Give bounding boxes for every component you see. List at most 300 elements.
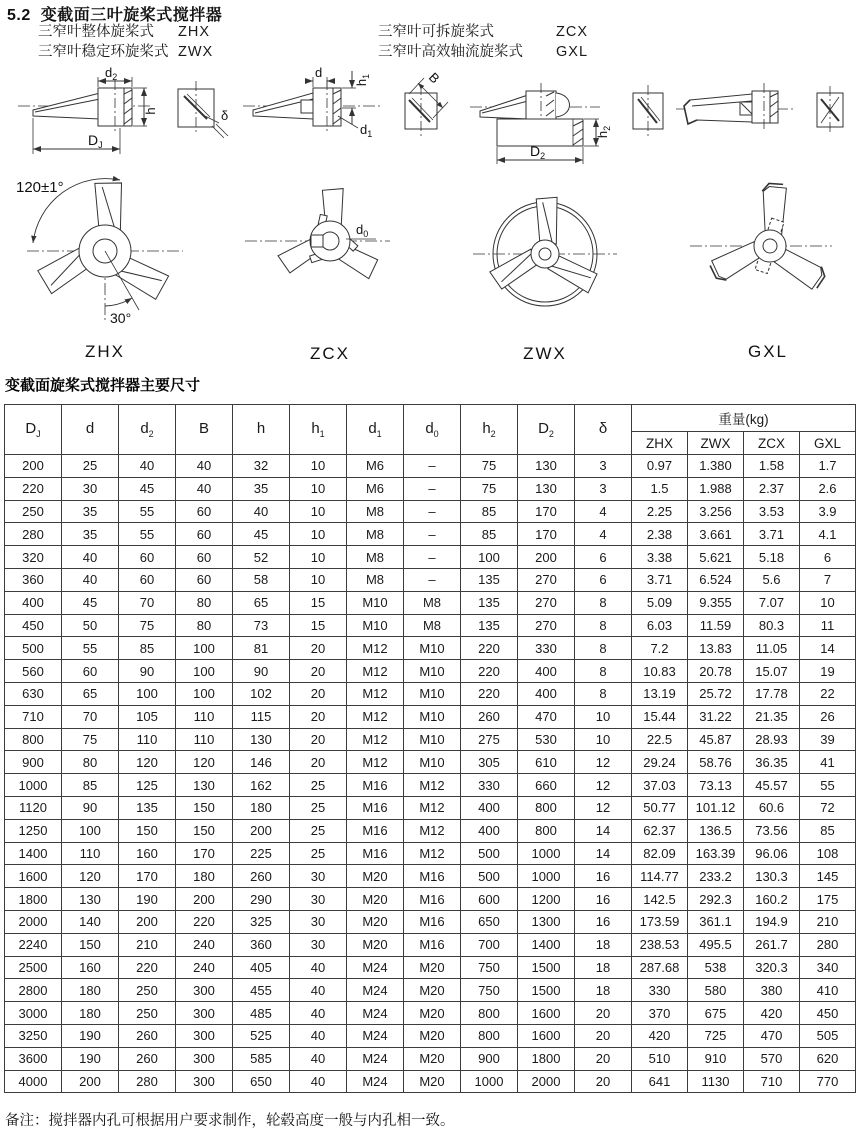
table-cell: 136.5 xyxy=(688,819,744,842)
table-cell: 190 xyxy=(119,888,176,911)
table-cell: 450 xyxy=(5,614,62,637)
table-cell: M8 xyxy=(347,546,404,569)
col-header-weight-zwx: ZWX xyxy=(688,432,744,455)
table-cell: 73.56 xyxy=(744,819,800,842)
dim-label-B: B xyxy=(425,69,443,87)
table-cell: 190 xyxy=(62,1047,119,1070)
legend-code: ZWX xyxy=(178,44,214,60)
table-cell: 180 xyxy=(62,1002,119,1025)
table-cell: 135 xyxy=(461,591,518,614)
table-cell: 39 xyxy=(800,728,856,751)
col-header-B: B xyxy=(176,405,233,455)
table-row xyxy=(5,933,856,956)
table-cell: M16 xyxy=(347,796,404,819)
table-cell: 250 xyxy=(5,500,62,523)
top-view-zhx xyxy=(27,178,183,321)
table-cell: 233.2 xyxy=(688,865,744,888)
table-cell: 40 xyxy=(290,1002,347,1025)
table-cell: 10 xyxy=(575,728,632,751)
table-cell: 18 xyxy=(575,956,632,979)
legend-left xyxy=(38,22,213,62)
table-cell: 7.07 xyxy=(744,591,800,614)
table-cell: 1.988 xyxy=(688,477,744,500)
table-cell: 45 xyxy=(119,477,176,500)
table-cell: 1130 xyxy=(688,1070,744,1093)
table-cell: 1250 xyxy=(5,819,62,842)
table-cell: 6.524 xyxy=(688,568,744,591)
table-cell: – xyxy=(404,455,461,478)
col-header-D2: $D_2$ xyxy=(518,405,575,455)
table-cell: 641 xyxy=(632,1070,688,1093)
table-cell: 400 xyxy=(518,660,575,683)
table-cell: 15.44 xyxy=(632,705,688,728)
table-cell: M20 xyxy=(347,888,404,911)
table-row xyxy=(5,865,856,888)
table-cell: 240 xyxy=(176,933,233,956)
table-cell: M20 xyxy=(404,979,461,1002)
table-cell: 280 xyxy=(5,523,62,546)
table-cell: 180 xyxy=(176,865,233,888)
table-cell: 370 xyxy=(632,1002,688,1025)
table-cell: M16 xyxy=(404,910,461,933)
table-cell: 75 xyxy=(119,614,176,637)
table-cell: 650 xyxy=(233,1070,290,1093)
table-cell: 13.83 xyxy=(688,637,744,660)
table-cell: 470 xyxy=(744,1024,800,1047)
table-cell: 4000 xyxy=(5,1070,62,1093)
table-cell: 45.57 xyxy=(744,774,800,797)
table-cell: M24 xyxy=(347,1002,404,1025)
table-cell: 20.78 xyxy=(688,660,744,683)
table-cell: 5.621 xyxy=(688,546,744,569)
table-cell: 150 xyxy=(176,819,233,842)
table-cell: 36.35 xyxy=(744,751,800,774)
table-cell: 538 xyxy=(688,956,744,979)
table-cell: 142.5 xyxy=(632,888,688,911)
col-header-d0: $d_0$ xyxy=(404,405,461,455)
table-row xyxy=(5,705,856,728)
table-cell: 20 xyxy=(575,1024,632,1047)
legend-item xyxy=(378,22,588,42)
table-cell: M20 xyxy=(404,1047,461,1070)
table-cell: M20 xyxy=(347,910,404,933)
table-row xyxy=(5,888,856,911)
view-label-zwx: ZWX xyxy=(523,344,567,363)
table-cell: 3250 xyxy=(5,1024,62,1047)
table-cell: 8 xyxy=(575,660,632,683)
table-cell: 130.3 xyxy=(744,865,800,888)
table-cell: 2000 xyxy=(518,1070,575,1093)
table-cell: 18 xyxy=(575,933,632,956)
dim-label-delta: δ xyxy=(221,108,229,123)
table-cell: 55 xyxy=(119,523,176,546)
table-cell: 85 xyxy=(461,523,518,546)
table-cell: M8 xyxy=(347,500,404,523)
table-cell: 361.1 xyxy=(688,910,744,933)
table-cell: 200 xyxy=(5,455,62,478)
table-cell: 290 xyxy=(233,888,290,911)
table-cell: 287.68 xyxy=(632,956,688,979)
table-cell: 10 xyxy=(290,523,347,546)
table-cell: 260 xyxy=(233,865,290,888)
table-cell: M10 xyxy=(404,637,461,660)
table-cell: 1800 xyxy=(518,1047,575,1070)
table-cell: M8 xyxy=(404,591,461,614)
table-cell: 4.1 xyxy=(800,523,856,546)
table-cell: 340 xyxy=(800,956,856,979)
table-cell: 25.72 xyxy=(688,682,744,705)
table-cell: 50.77 xyxy=(632,796,688,819)
table-cell: 300 xyxy=(176,1024,233,1047)
table-cell: 210 xyxy=(119,933,176,956)
table-cell: 40 xyxy=(176,455,233,478)
table-cell: 105 xyxy=(119,705,176,728)
table-cell: 110 xyxy=(119,728,176,751)
table-cell: 320.3 xyxy=(744,956,800,979)
table-cell: M10 xyxy=(404,751,461,774)
table-cell: M16 xyxy=(347,819,404,842)
table-cell: 220 xyxy=(461,660,518,683)
table-cell: 5.09 xyxy=(632,591,688,614)
table-cell: 100 xyxy=(176,660,233,683)
table-cell: 20 xyxy=(290,637,347,660)
table-cell: 85 xyxy=(62,774,119,797)
table-cell: M20 xyxy=(404,1024,461,1047)
table-cell: 6.03 xyxy=(632,614,688,637)
table-cell: 2.6 xyxy=(800,477,856,500)
table-cell: 80 xyxy=(176,591,233,614)
table-cell: 270 xyxy=(518,568,575,591)
table-cell: 560 xyxy=(5,660,62,683)
table-cell: 80 xyxy=(62,751,119,774)
table-cell: 10 xyxy=(290,477,347,500)
table-cell: M16 xyxy=(347,842,404,865)
table-cell: 6 xyxy=(575,546,632,569)
table-cell: 25 xyxy=(290,774,347,797)
table-cell: 45.87 xyxy=(688,728,744,751)
table-cell: 495.5 xyxy=(688,933,744,956)
col-header-d2: $d_2$ xyxy=(119,405,176,455)
table-cell: 170 xyxy=(119,865,176,888)
table-cell: 675 xyxy=(688,1002,744,1025)
table-cell: 800 xyxy=(518,819,575,842)
table-cell: 280 xyxy=(119,1070,176,1093)
table-cell: 510 xyxy=(632,1047,688,1070)
table-cell: 120 xyxy=(176,751,233,774)
table-cell: 75 xyxy=(461,455,518,478)
table-row xyxy=(5,568,856,591)
table-cell: 135 xyxy=(461,614,518,637)
table-cell: 101.12 xyxy=(688,796,744,819)
table-cell: M16 xyxy=(404,888,461,911)
legend-right xyxy=(378,22,588,62)
table-cell: 12 xyxy=(575,796,632,819)
table-cell: 420 xyxy=(744,1002,800,1025)
table-row xyxy=(5,682,856,705)
col-header-DJ: $D_J$ xyxy=(5,405,62,455)
table-cell: 7 xyxy=(800,568,856,591)
table-cell: 114.77 xyxy=(632,865,688,888)
table-cell: 450 xyxy=(800,1002,856,1025)
table-cell: 420 xyxy=(632,1024,688,1047)
table-row xyxy=(5,546,856,569)
table-cell: 170 xyxy=(518,523,575,546)
table-cell: 8 xyxy=(575,614,632,637)
dim-label-h1: $h_1$ xyxy=(354,73,371,87)
table-cell: 220 xyxy=(119,956,176,979)
table-cell: 2.37 xyxy=(744,477,800,500)
table-cell: 200 xyxy=(233,819,290,842)
blade-section-zwx xyxy=(633,85,663,137)
col-header-weight-zhx: ZHX xyxy=(632,432,688,455)
table-cell: 220 xyxy=(5,477,62,500)
table-cell: 1120 xyxy=(5,796,62,819)
table-cell: 55 xyxy=(62,637,119,660)
dim-label-d0: $d_0$ xyxy=(356,222,369,239)
table-cell: M24 xyxy=(347,1047,404,1070)
table-cell: 1000 xyxy=(518,842,575,865)
table-cell: 10 xyxy=(290,500,347,523)
angle-label-120: 120±1° xyxy=(16,179,64,196)
table-cell: 2.38 xyxy=(632,523,688,546)
table-cell: 11.59 xyxy=(688,614,744,637)
table-cell: 20 xyxy=(290,682,347,705)
table-cell: 170 xyxy=(518,500,575,523)
table-cell: 220 xyxy=(461,682,518,705)
table-cell: 58 xyxy=(233,568,290,591)
table-cell: 1500 xyxy=(518,956,575,979)
table-cell: 3.53 xyxy=(744,500,800,523)
table-row xyxy=(5,819,856,842)
legend-name: 三窄叶整体旋桨式 xyxy=(38,24,154,40)
table-cell: 20 xyxy=(575,1047,632,1070)
table-cell: 90 xyxy=(119,660,176,683)
table-cell: 410 xyxy=(800,979,856,1002)
table-cell: M24 xyxy=(347,1070,404,1093)
table-cell: 60 xyxy=(176,568,233,591)
table-cell: 500 xyxy=(461,865,518,888)
table-cell: 500 xyxy=(5,637,62,660)
table-cell: M12 xyxy=(347,660,404,683)
table-cell: 210 xyxy=(800,910,856,933)
table-cell: 360 xyxy=(233,933,290,956)
blade-section-zcx xyxy=(405,78,448,137)
top-view-zcx xyxy=(245,184,390,283)
table-cell: M20 xyxy=(404,1002,461,1025)
table-cell: 81 xyxy=(233,637,290,660)
table-cell: – xyxy=(404,568,461,591)
table-cell: 400 xyxy=(461,796,518,819)
table-cell: 1000 xyxy=(461,1070,518,1093)
table-cell: 163.39 xyxy=(688,842,744,865)
table-cell: 8 xyxy=(575,637,632,660)
table-cell: 28.93 xyxy=(744,728,800,751)
table-row xyxy=(5,1070,856,1093)
table-cell: 150 xyxy=(176,796,233,819)
table-cell: M12 xyxy=(404,796,461,819)
table-cell: 26 xyxy=(800,705,856,728)
table-cell: M12 xyxy=(347,751,404,774)
table-cell: 85 xyxy=(800,819,856,842)
blade-section-gxl xyxy=(817,86,843,134)
table-cell: M12 xyxy=(404,774,461,797)
table-cell: 8 xyxy=(575,682,632,705)
table-cell: 82.09 xyxy=(632,842,688,865)
table-cell: M24 xyxy=(347,1024,404,1047)
legend-item xyxy=(38,42,213,62)
table-cell: 32 xyxy=(233,455,290,478)
table-cell: 130 xyxy=(518,455,575,478)
table-cell: 750 xyxy=(461,979,518,1002)
table-cell: 15 xyxy=(290,614,347,637)
table-cell: 40 xyxy=(62,568,119,591)
table-cell: 300 xyxy=(176,1070,233,1093)
table-row xyxy=(5,500,856,523)
table-cell: 40 xyxy=(290,979,347,1002)
table-cell: 292.3 xyxy=(688,888,744,911)
table-cell: 900 xyxy=(5,751,62,774)
table-cell: 305 xyxy=(461,751,518,774)
table-cell: 130 xyxy=(62,888,119,911)
table-cell: M16 xyxy=(404,933,461,956)
table-cell: 9.355 xyxy=(688,591,744,614)
table-cell: 1400 xyxy=(5,842,62,865)
table-cell: 40 xyxy=(290,1070,347,1093)
table-cell: 40 xyxy=(119,455,176,478)
table-cell: M20 xyxy=(347,933,404,956)
col-header-h1: $h_1$ xyxy=(290,405,347,455)
top-view-gxl xyxy=(690,180,832,294)
table-cell: 60 xyxy=(119,546,176,569)
table-cell: 220 xyxy=(176,910,233,933)
table-cell: 73.13 xyxy=(688,774,744,797)
legend-item xyxy=(378,42,588,62)
table-cell: 0.97 xyxy=(632,455,688,478)
table-cell: 910 xyxy=(688,1047,744,1070)
table-cell: 16 xyxy=(575,865,632,888)
table-cell: 260 xyxy=(119,1024,176,1047)
table-cell: 6 xyxy=(575,568,632,591)
table-cell: M8 xyxy=(347,523,404,546)
table-cell: 45 xyxy=(62,591,119,614)
table-cell: 108 xyxy=(800,842,856,865)
table-cell: 120 xyxy=(62,865,119,888)
table-cell: 1800 xyxy=(5,888,62,911)
table-row xyxy=(5,1002,856,1025)
table-row xyxy=(5,660,856,683)
table-cell: 14 xyxy=(575,819,632,842)
table-cell: 530 xyxy=(518,728,575,751)
table-cell: 55 xyxy=(119,500,176,523)
table-cell: 19 xyxy=(800,660,856,683)
table-cell: 12 xyxy=(575,774,632,797)
view-label-zhx: ZHX xyxy=(85,342,125,361)
angle-label-30: 30° xyxy=(110,310,132,326)
legend-code: GXL xyxy=(556,44,589,60)
dim-label-d1: $d_1$ xyxy=(360,122,373,139)
table-cell: 620 xyxy=(800,1047,856,1070)
table-cell: 770 xyxy=(800,1070,856,1093)
table-cell: 65 xyxy=(62,682,119,705)
table-row xyxy=(5,796,856,819)
table-cell: 173.59 xyxy=(632,910,688,933)
table-row xyxy=(5,1047,856,1070)
dimensions-table xyxy=(4,404,856,1093)
table-row xyxy=(5,455,856,478)
table-cell: 20 xyxy=(575,1002,632,1025)
table-cell: 8 xyxy=(575,591,632,614)
table-row xyxy=(5,523,856,546)
col-header-h2: $h_2$ xyxy=(461,405,518,455)
legend-code: ZCX xyxy=(556,24,588,40)
table-cell: 800 xyxy=(461,1024,518,1047)
table-cell: M10 xyxy=(404,705,461,728)
table-cell: 75 xyxy=(62,728,119,751)
table-cell: 30 xyxy=(290,888,347,911)
table-cell: 1200 xyxy=(518,888,575,911)
table-cell: 485 xyxy=(233,1002,290,1025)
dim-label-DJ: $D_J$ xyxy=(88,132,103,150)
table-row xyxy=(5,774,856,797)
table-cell: 21.35 xyxy=(744,705,800,728)
table-cell: 35 xyxy=(62,500,119,523)
table-cell: 30 xyxy=(62,477,119,500)
table-cell: M10 xyxy=(347,591,404,614)
table-cell: 260 xyxy=(461,705,518,728)
table-cell: 200 xyxy=(518,546,575,569)
table-cell: 150 xyxy=(62,933,119,956)
table-cell: 22.5 xyxy=(632,728,688,751)
table-cell: – xyxy=(404,546,461,569)
table-cell: 3.661 xyxy=(688,523,744,546)
table-title: 变截面旋桨式搅拌器主要尺寸 xyxy=(5,377,201,394)
table-cell: M12 xyxy=(404,842,461,865)
footnote: 备注：搅拌器内孔可根据用户要求制作，轮毂高度一般与内孔相一致。 xyxy=(5,1113,455,1129)
table-cell: 11 xyxy=(800,614,856,637)
table-cell: – xyxy=(404,523,461,546)
table-cell: 20 xyxy=(290,705,347,728)
table-cell: 85 xyxy=(119,637,176,660)
table-cell: 320 xyxy=(5,546,62,569)
table-cell: 10 xyxy=(290,568,347,591)
table-cell: 40 xyxy=(290,956,347,979)
view-label-zcx: ZCX xyxy=(310,344,350,363)
table-cell: 20 xyxy=(290,751,347,774)
table-cell: 585 xyxy=(233,1047,290,1070)
table-cell: 100 xyxy=(62,819,119,842)
table-cell: M10 xyxy=(404,660,461,683)
table-cell: 120 xyxy=(119,751,176,774)
table-cell: 20 xyxy=(290,728,347,751)
table-cell: 115 xyxy=(233,705,290,728)
table-cell: 710 xyxy=(5,705,62,728)
table-cell: 570 xyxy=(744,1047,800,1070)
table-cell: 25 xyxy=(290,796,347,819)
table-cell: 190 xyxy=(62,1024,119,1047)
table-row xyxy=(5,956,856,979)
table-cell: 65 xyxy=(233,591,290,614)
table-cell: 1.7 xyxy=(800,455,856,478)
table-cell: 330 xyxy=(461,774,518,797)
table-cell: 10 xyxy=(290,546,347,569)
table-cell: M24 xyxy=(347,956,404,979)
table-cell: 3.256 xyxy=(688,500,744,523)
table-cell: 470 xyxy=(518,705,575,728)
table-cell: 70 xyxy=(119,591,176,614)
table-cell: 58.76 xyxy=(688,751,744,774)
col-header-d1: $d_1$ xyxy=(347,405,404,455)
table-row xyxy=(5,910,856,933)
